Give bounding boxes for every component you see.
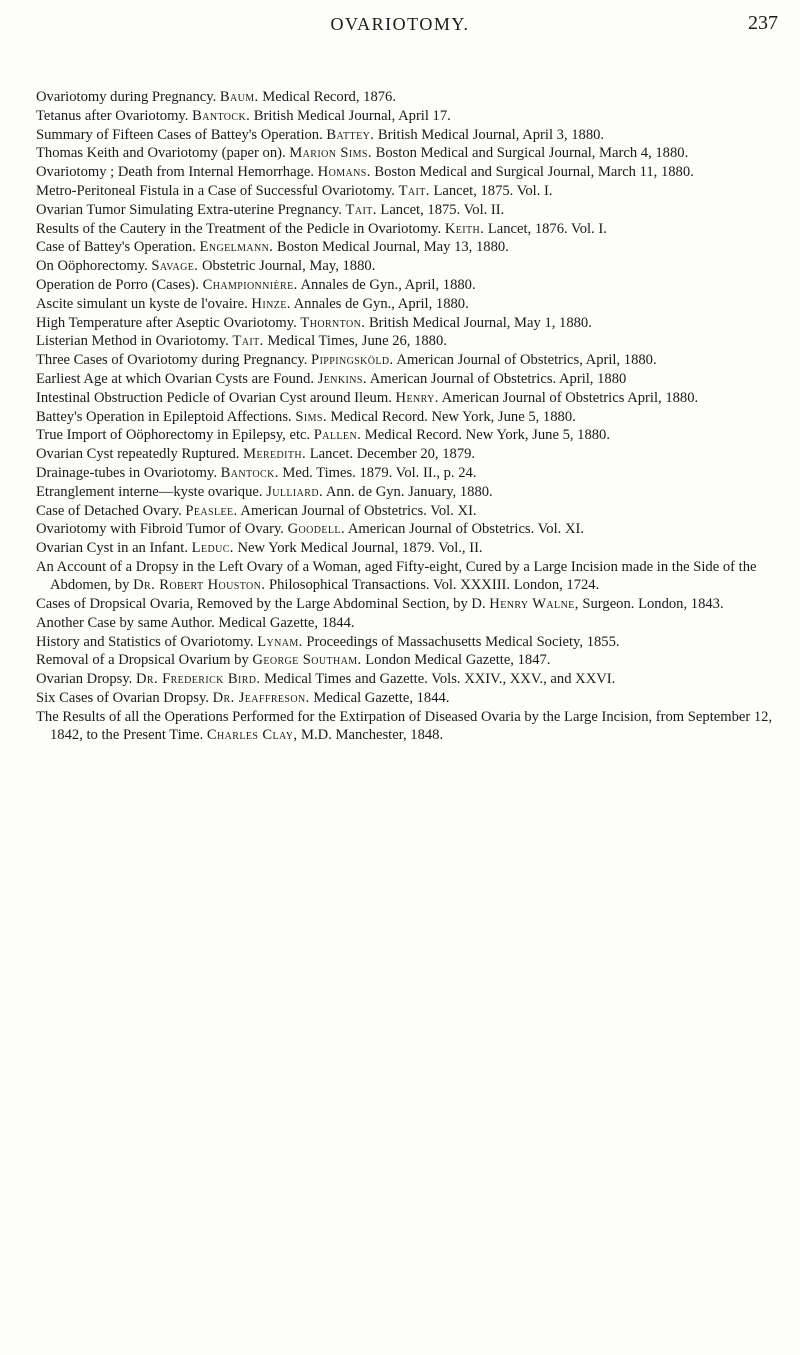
entry-source: British Medical Journal, May 1, 1880. bbox=[365, 314, 592, 331]
entry-source: Annales de Gyn., April, 1880. bbox=[297, 276, 476, 293]
entry-author: Henry. bbox=[395, 389, 439, 406]
entry-source: Obstetric Journal, May, 1880. bbox=[198, 258, 376, 275]
entry-author: Peaslee. bbox=[185, 502, 238, 519]
entry-title: Six Cases of Ovarian Dropsy. bbox=[36, 690, 213, 706]
entry-author: Homans. bbox=[317, 164, 371, 181]
entry-author: Marion Sims. bbox=[289, 145, 372, 162]
entry-title: Ovarian Tumor Simulating Extra-uterine Pregnancy. bbox=[36, 201, 346, 218]
entry-source: Boston Medical and Surgical Journal, March 4, 1880. bbox=[371, 145, 689, 162]
entry-title: True Import of Oöphorectomy in Epilepsy, etc. bbox=[36, 427, 314, 444]
entry-author: Battey. bbox=[326, 126, 375, 143]
bibliography-entry bbox=[36, 389, 781, 407]
entry-author: Meredith. bbox=[243, 446, 307, 463]
entry-title: Drainage-tubes in Ovariotomy. bbox=[36, 464, 221, 481]
entry-title: Case of Detached Ovary. bbox=[36, 502, 186, 519]
entry-source: Lancet. December 20, 1879. bbox=[306, 446, 476, 463]
entry-title: Metro-Peritoneal Fistula in a Case of Successful Ovariotomy. bbox=[36, 182, 399, 199]
entry-author: Henry Walne, bbox=[489, 596, 579, 613]
entry-author: Leduc. bbox=[191, 540, 234, 557]
bibliography-entry bbox=[36, 520, 781, 538]
entry-source: Medical Gazette, 1844. bbox=[309, 690, 450, 706]
entry-author: Baum. bbox=[219, 89, 259, 105]
entry-source: Lancet, 1875. Vol. II. bbox=[376, 201, 505, 218]
entry-source: M.D. Manchester, 1848. bbox=[297, 727, 444, 744]
entry-source: Med. Times. 1879. Vol. II., p. 24. bbox=[278, 464, 477, 481]
entry-source: London Medical Gazette, 1847. bbox=[361, 652, 551, 669]
bibliography-entry bbox=[36, 220, 781, 238]
entry-title: Ovariotomy ; Death from Internal Hemorrhage. bbox=[36, 164, 318, 181]
bibliography-entry bbox=[36, 651, 781, 669]
entry-title: Tetanus after Ovariotomy. bbox=[36, 107, 193, 124]
running-title: OVARIOTOMY. bbox=[330, 14, 470, 34]
bibliography-entry bbox=[36, 182, 781, 200]
bibliography-entry bbox=[36, 708, 781, 745]
bibliography-entry bbox=[36, 483, 781, 501]
entry-author: Keith. bbox=[444, 220, 485, 237]
bibliography-entry bbox=[36, 595, 781, 613]
entry-title: Thomas Keith and Ovariotomy (paper on). bbox=[36, 145, 290, 162]
entry-author: Engelmann. bbox=[199, 239, 274, 256]
entry-source: Medical Record, 1876. bbox=[258, 89, 396, 105]
bibliography-entry bbox=[36, 163, 781, 181]
entry-source: New York Medical Journal, 1879. Vol., II. bbox=[233, 540, 483, 557]
entry-source: Boston Medical Journal, May 13, 1880. bbox=[273, 239, 509, 256]
entry-author: George Southam. bbox=[252, 652, 362, 669]
entry-title: History and Statistics of Ovariotomy. bbox=[36, 633, 258, 650]
bibliography-entry bbox=[36, 370, 781, 388]
bibliography-entry bbox=[36, 670, 781, 688]
entry-title: Case of Battey's Operation. bbox=[36, 239, 200, 256]
entry-title: Summary of Fifteen Cases of Battey's Operation. bbox=[36, 126, 327, 143]
entry-source: American Journal of Obstetrics. Vol. XI. bbox=[345, 521, 584, 538]
bibliography-entry bbox=[36, 464, 781, 482]
entry-author: Julliard. bbox=[266, 483, 323, 500]
entry-author: Bantock. bbox=[220, 464, 279, 481]
entry-author: Thornton. bbox=[300, 314, 366, 331]
bibliography-entry bbox=[36, 502, 781, 520]
bibliography-entry bbox=[36, 445, 781, 463]
bibliography-entry bbox=[36, 351, 781, 369]
entry-title: Ascite simulant un kyste de l'ovaire. bbox=[36, 295, 252, 312]
bibliography-entry bbox=[36, 295, 781, 313]
entry-author: Dr. Frederick Bird. bbox=[135, 671, 261, 688]
entry-author: Bantock. bbox=[192, 107, 251, 124]
entry-author: Lynam. bbox=[257, 633, 303, 650]
entry-title: Battey's Operation in Epileptoid Affections. bbox=[36, 408, 296, 425]
entry-source: Ann. de Gyn. January, 1880. bbox=[323, 483, 493, 500]
entry-source: Surgeon. London, 1843. bbox=[578, 596, 724, 613]
entry-source: British Medical Journal, April 3, 1880. bbox=[374, 126, 605, 143]
page-header bbox=[0, 8, 800, 40]
bibliography-entry bbox=[36, 426, 781, 444]
bibliography-entry bbox=[36, 633, 781, 651]
bibliography-entry bbox=[36, 408, 781, 426]
entry-title: Etranglement interne—kyste ovarique. bbox=[36, 483, 267, 500]
entry-title: Removal of a Dropsical Ovarium by bbox=[36, 652, 253, 669]
entry-author: Tait. bbox=[232, 333, 264, 350]
entry-title: Results of the Cautery in the Treatment of the Pedicle in Ovariotomy. bbox=[36, 220, 445, 237]
entry-source: Medical Record. New York, June 5, 1880. bbox=[361, 427, 610, 444]
entry-author: Goodell. bbox=[287, 521, 345, 538]
bibliography-entry bbox=[36, 276, 781, 294]
entry-title: Listerian Method in Ovariotomy. bbox=[36, 333, 233, 350]
bibliography-entry bbox=[36, 88, 781, 106]
entry-title: The Results of all the Operations Performed for the Extirpation of Diseased Ovaria by the Large Incision, from September 12, 1842, to the Present Time. bbox=[36, 708, 773, 744]
bibliography-entry bbox=[36, 144, 781, 162]
entry-author: Tait. bbox=[345, 201, 377, 218]
entry-author: Tait. bbox=[398, 182, 430, 199]
entry-author: Pippingsköld. bbox=[311, 352, 394, 369]
entry-author: Championnière. bbox=[202, 276, 298, 293]
entry-title: High Temperature after Aseptic Ovariotomy. bbox=[36, 314, 301, 331]
bibliography-entry bbox=[36, 257, 781, 275]
bibliography-entry bbox=[36, 614, 781, 632]
entry-source: Medical Times and Gazette. Vols. XXIV., XXV., and XXVI. bbox=[260, 671, 616, 688]
entry-author: Hinze. bbox=[251, 295, 291, 312]
bibliography-entry bbox=[36, 332, 781, 350]
bibliography-list bbox=[36, 88, 781, 745]
entry-title: Ovariotomy with Fibroid Tumor of Ovary. bbox=[36, 521, 288, 538]
entry-title: Ovarian Cyst in an Infant. bbox=[36, 540, 192, 557]
entry-source: Philosophical Transactions. Vol. XXXIII. London, 1724. bbox=[265, 577, 600, 594]
entry-title: An Account of a Dropsy in the Left Ovary of a Woman, aged Fifty-eight, Cured by a Large Incision made in the Side of the Abdomen, by bbox=[36, 558, 757, 594]
entry-author: Dr. Robert Houston. bbox=[133, 577, 266, 594]
entry-source: Medical Record. New York, June 5, 1880. bbox=[326, 408, 576, 425]
entry-author: Savage. bbox=[151, 258, 199, 275]
entry-title: Operation de Porro (Cases). bbox=[36, 276, 203, 293]
bibliography-entry bbox=[36, 107, 781, 125]
entry-title: Three Cases of Ovariotomy during Pregnancy. bbox=[36, 352, 312, 369]
bibliography-entry bbox=[36, 126, 781, 144]
bibliography-entry bbox=[36, 201, 781, 219]
entry-title: On Oöphorectomy. bbox=[36, 258, 152, 275]
entry-author: Jenkins. bbox=[317, 370, 367, 387]
bibliography-entry bbox=[36, 689, 781, 707]
bibliography-entry bbox=[36, 238, 781, 256]
bibliography-entry bbox=[36, 558, 781, 595]
page-number: 237 bbox=[748, 12, 778, 34]
entry-source: Medical Times, June 26, 1880. bbox=[263, 333, 447, 350]
entry-title: Another Case by same Author. Medical Gazette, 1844. bbox=[36, 614, 355, 631]
entry-author: Dr. Jeaffreson. bbox=[212, 690, 310, 706]
entry-author: Charles Clay, bbox=[206, 727, 298, 744]
entry-title: Cases of Dropsical Ovaria, Removed by the Large Abdominal Section, by D. bbox=[36, 596, 490, 613]
entry-source: American Journal of Obstetrics April, 1880. bbox=[438, 389, 699, 406]
entry-source: Lancet, 1875. Vol. I. bbox=[429, 182, 553, 199]
entry-title: Earliest Age at which Ovarian Cysts are Found. bbox=[36, 370, 318, 387]
entry-source: Boston Medical and Surgical Journal, March 11, 1880. bbox=[370, 164, 694, 181]
entry-source: American Journal of Obstetrics. April, 1880 bbox=[366, 370, 627, 387]
entry-source: Proceedings of Massachusetts Medical Society, 1855. bbox=[302, 633, 620, 650]
entry-author: Pallen. bbox=[313, 427, 362, 444]
entry-source: Lancet, 1876. Vol. I. bbox=[484, 220, 607, 237]
entry-source: American Journal of Obstetrics. Vol. XI. bbox=[237, 502, 477, 519]
bibliography-entry bbox=[36, 314, 781, 332]
entry-title: Ovarian Dropsy. bbox=[36, 671, 136, 688]
entry-source: American Journal of Obstetrics, April, 1880. bbox=[393, 352, 657, 369]
bibliography-entry bbox=[36, 539, 781, 557]
entry-title: Ovariotomy during Pregnancy. bbox=[36, 89, 220, 105]
entry-title: Intestinal Obstruction Pedicle of Ovarian Cyst around Ileum. bbox=[36, 389, 396, 406]
entry-author: Sims. bbox=[295, 408, 327, 425]
entry-source: Annales de Gyn., April, 1880. bbox=[290, 295, 469, 312]
entry-source: British Medical Journal, April 17. bbox=[250, 107, 451, 124]
entry-title: Ovarian Cyst repeatedly Ruptured. bbox=[36, 446, 244, 463]
